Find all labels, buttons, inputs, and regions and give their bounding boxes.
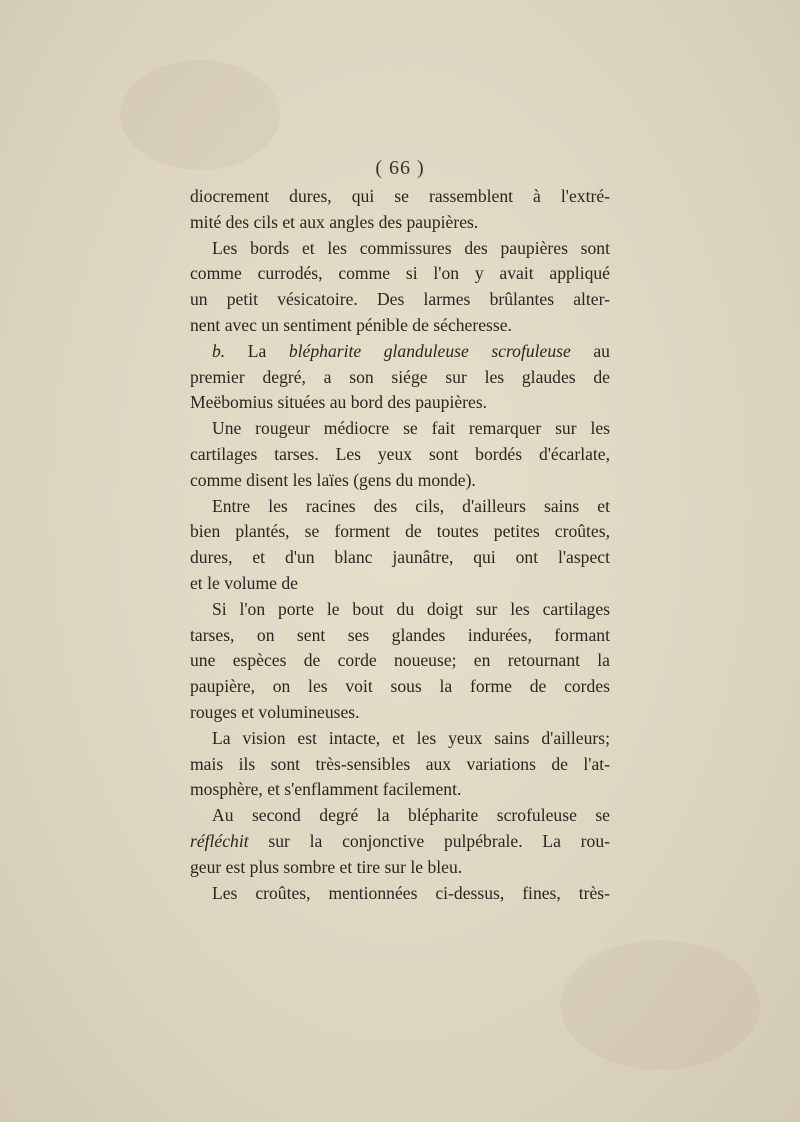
text-line: Les bords et les commissures des paupières sont: [212, 237, 610, 258]
text-line: dures, et d'un blanc jaunâtre, qui ont l'aspect: [190, 547, 610, 568]
text-line: [190, 829, 610, 855]
text-line: premier degré, a son siége sur les glaudes de: [190, 366, 610, 387]
text-line: [190, 339, 610, 365]
italic-text: réfléchit: [190, 830, 249, 851]
text-line: comme disent les laïes (gens du monde).: [190, 469, 476, 490]
text-line: mosphère, et s'enflamment facilement.: [190, 779, 462, 800]
text-line: Si l'on porte le bout du doigt sur les cartilages: [212, 598, 610, 619]
body-text: [190, 184, 610, 906]
text-line: Une rougeur médiocre se fait remarquer sur les: [212, 418, 610, 439]
text-line: mais ils sont très-sensibles aux variations de l'at-: [190, 753, 610, 774]
paper-stain: [120, 60, 280, 170]
text-line: rouges et volumineuses.: [190, 701, 360, 722]
italic-text: blépharite glanduleuse scrofuleuse: [288, 340, 571, 361]
italic-text: b.: [212, 340, 226, 361]
paper-stain: [560, 940, 760, 1070]
text-line: et le volume de: [190, 572, 298, 593]
text-line: Meëbomius situées au bord des paupières.: [190, 392, 488, 413]
text-line: Au second degré la blépharite scrofuleuse se: [212, 805, 610, 826]
text-line: mité des cils et aux angles des paupières.: [190, 211, 479, 232]
text-line: La vision est intacte, et les yeux sains d'ailleurs;: [212, 727, 610, 748]
text-line: Les croûtes, mentionnées ci-dessus, fines, très-: [212, 882, 610, 903]
text-line: cartilages tarses. Les yeux sont bordés d'écarlate,: [190, 443, 610, 464]
text-line: comme currodés, comme si l'on y avait appliqué: [190, 263, 610, 284]
text-segment: La: [225, 340, 289, 361]
text-line: Entre les racines des cils, d'ailleurs sains et: [212, 495, 610, 516]
text-line: bien plantés, se forment de toutes petites croûtes,: [190, 521, 610, 542]
text-segment: sur la conjonctive pulpébrale. La rou-: [248, 830, 610, 851]
text-line: geur est plus sombre et tire sur le bleu.: [190, 856, 463, 877]
text-line: tarses, on sent ses glandes indurées, formant: [190, 624, 610, 645]
text-segment: au: [570, 340, 610, 361]
text-line: diocrement dures, qui se rassemblent à l'extré-: [190, 186, 610, 206]
text-line: nent avec un sentiment pénible de sécheresse.: [190, 314, 512, 335]
text-line: une espèces de corde noueuse; en retournant la: [190, 650, 610, 671]
text-line: paupière, on les voit sous la forme de cordes: [190, 676, 610, 697]
text-line: un petit vésicatoire. Des larmes brûlantes alter-: [190, 289, 610, 310]
page-number: ( 66 ): [375, 157, 425, 179]
